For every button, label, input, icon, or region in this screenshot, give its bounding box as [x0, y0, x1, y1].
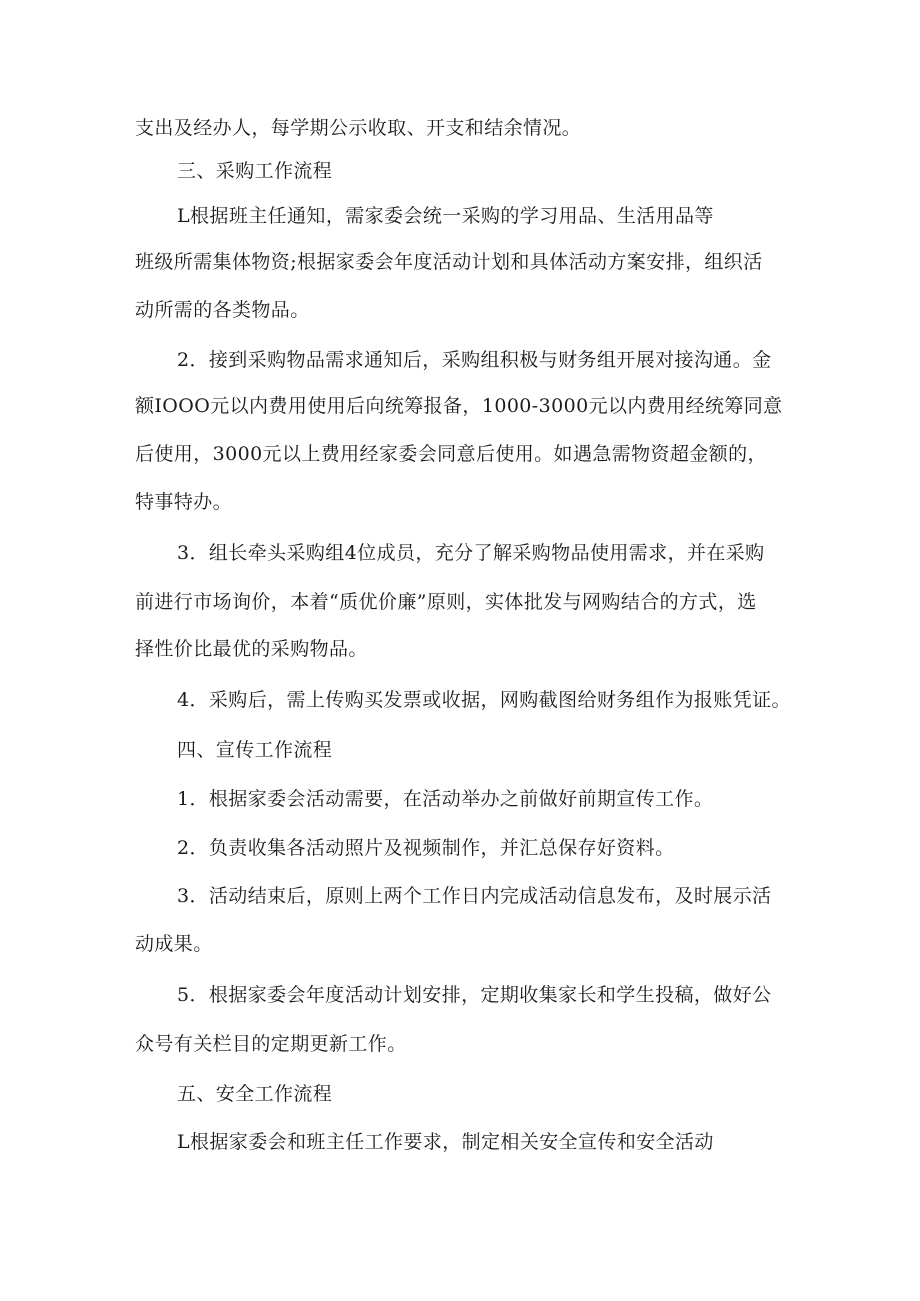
- paragraph-line: 2．负责收集各活动照片及视频制作，并汇总保存好资料。: [177, 837, 675, 859]
- paragraph-line: 班级所需集体物资;根据家委会年度活动计划和具体活动方案安排，组织活: [135, 251, 763, 273]
- paragraph-line: 众号有关栏目的定期更新工作。: [135, 1033, 407, 1055]
- paragraph-line: 择性价比最优的采购物品。: [135, 638, 368, 660]
- paragraph-line: L根据家委会和班主任工作要求，制定相关安全宣传和安全活动: [177, 1131, 714, 1153]
- paragraph-line: 3．组长牵头采购组4位成员，充分了解采购物品使用需求，并在采购: [177, 542, 765, 564]
- paragraph-line: 1．根据家委会活动需要，在活动举办之前做好前期宣传工作。: [177, 788, 714, 810]
- section-heading: 三、采购工作流程: [177, 160, 333, 182]
- paragraph-line: 动所需的各类物品。: [135, 299, 310, 321]
- paragraph-line: 4．采购后，需上传购买发票或收据，网购截图给财务组作为报账凭证。: [177, 689, 791, 711]
- section-heading: 四、宣传工作流程: [177, 739, 333, 761]
- paragraph-line: 前进行市场询价，本着“质优价廉”原则，实体批发与网购结合的方式，选: [135, 591, 757, 613]
- paragraph-line: 额IOOO元以内费用使用后向统筹报备，1000-3000元以内费用经统筹同意: [135, 395, 783, 417]
- paragraph-line: 特事特办。: [135, 491, 233, 513]
- paragraph-line: 支出及经办人，每学期公示收取、开支和结余情况。: [135, 117, 582, 139]
- paragraph-line: 动成果。: [135, 933, 213, 955]
- paragraph-line: 2．接到采购物品需求通知后，采购组积极与财务组开展对接沟通。金: [177, 349, 772, 371]
- paragraph-line: 3．活动结束后，原则上两个工作日内完成活动信息发布，及时展示活: [177, 885, 772, 907]
- paragraph-line: 5．根据家委会年度活动计划安排，定期收集家长和学生投稿，做好公: [177, 984, 772, 1006]
- section-heading: 五、安全工作流程: [177, 1083, 333, 1105]
- paragraph-line: L根据班主任通知，需家委会统一采购的学习用品、生活用品等: [177, 205, 714, 227]
- paragraph-line: 后使用，3000元以上费用经家委会同意后使用。如遇急需物资超金额的，: [135, 443, 767, 465]
